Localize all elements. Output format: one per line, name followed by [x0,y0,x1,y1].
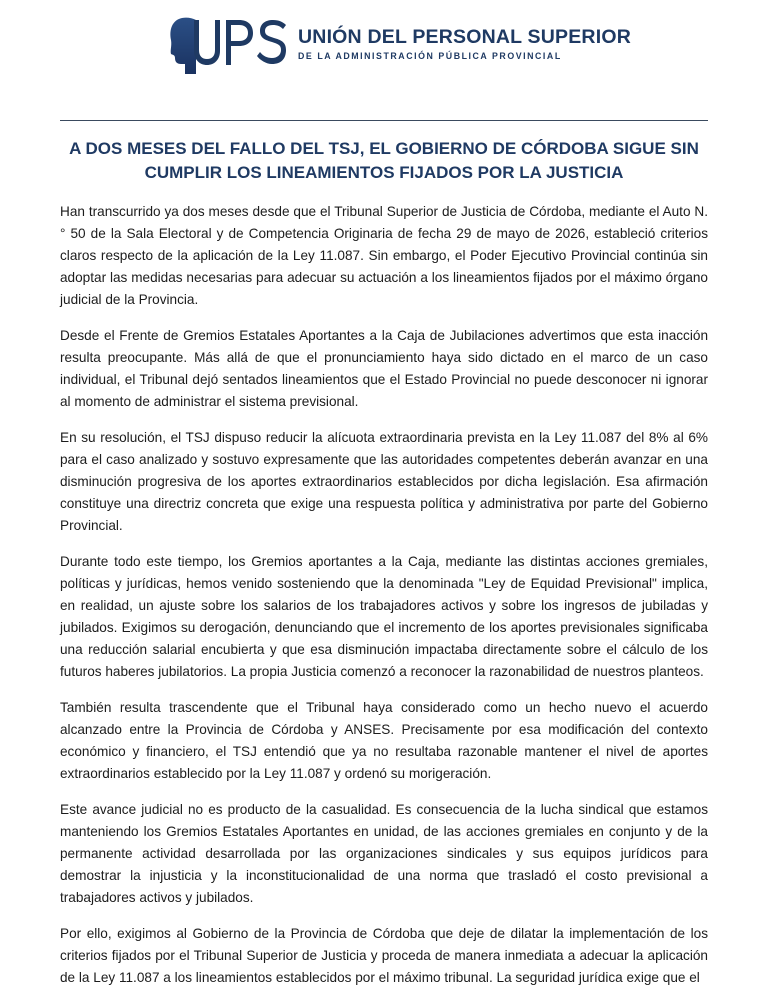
org-subtitle: DE LA ADMINISTRACIÓN PÚBLICA PROVINCIAL [298,51,562,61]
org-title-block [298,26,631,61]
ups-logo-icon [168,14,290,76]
org-name: UNIÓN DEL PERSONAL SUPERIOR [298,26,631,48]
document-body [60,201,708,1003]
header-divider [60,120,708,121]
document-title: A DOS MESES DEL FALLO DEL TSJ, EL GOBIERNO DE CÓRDOBA SIGUE SIN CUMPLIR LOS LINEAMIENTOS FIJADOS POR LA JUSTICIA [69,139,699,182]
paragraph: Desde el Frente de Gremios Estatales Aportantes a la Caja de Jubilaciones advertimos que esta inacción resulta preocupante. Más allá de que el pronunciamiento haya sido dictado en el marco de un caso individual, el Tribunal dejó sentados lineamientos que el Estado Provincial no puede desconocer ni ignorar al momento de administrar el sistema previsional. [60,328,708,409]
paragraph: Durante todo este tiempo, los Gremios aportantes a la Caja, mediante las distintas acciones gremiales, políticas y jurídicas, hemos venido sosteniendo que la denominada "Ley de Equidad Previsional" implica, en realidad, un ajuste sobre los salarios de los trabajadores activos y sobre los ingresos de jubiladas y jubilados. Exigimos su derogación, denunciando que el incremento de los aportes previsionales significaba una reducción salarial encubierta y que esa disminución impactaba directamente sobre el cálculo de los futuros haberes jubilatorios. La propia Justicia comenzó a reconocer la razonabilidad de nuestros planteos. [60,554,708,679]
paragraph: También resulta trascendente que el Tribunal haya considerado como un hecho nuevo el acuerdo alcanzado entre la Provincia de Córdoba y ANSES. Precisamente por esa modificación del contexto económico y financiero, el TSJ entendió que ya no resultaba razonable mantener el nivel de aportes extraordinarios establecido por la Ley 11.087 y ordenó su morigeración. [60,700,708,781]
paragraph: Por ello, exigimos al Gobierno de la Provincia de Córdoba que deje de dilatar la implementación de los criterios fijados por el Tribunal Superior de Justicia y proceda de manera inmediata a adecuar la aplicación de la Ley 11.087 a los lineamientos establecidos por el máximo tribunal. La seguridad jurídica exige que el [60,926,708,985]
paragraph: Han transcurrido ya dos meses desde que el Tribunal Superior de Justicia de Córdoba, mediante el Auto N.° 50 de la Sala Electoral y de Competencia Originaria de fecha 29 de mayo de 2026, estableció criterios claros respecto de la aplicación de la Ley 11.087. Sin embargo, el Poder Ejecutivo Provincial continúa sin adoptar las medidas necesarias para adecuar su actuación a los lineamientos fijados por el máximo órgano judicial de la Provincia. [60,204,708,307]
paragraph: Este avance judicial no es producto de la casualidad. Es consecuencia de la lucha sindical que estamos manteniendo los Gremios Estatales Aportantes en unidad, de las acciones gremiales en conjunto y de la permanente actividad desarrollada por las organizaciones sindicales y sus equipos jurídicos para demostrar la injusticia y la inconstitucionalidad de una norma que trasladó el costo previsional a trabajadores activos y jubilados. [60,802,708,905]
paragraph: En su resolución, el TSJ dispuso reducir la alícuota extraordinaria prevista en la Ley 11.087 del 8% al 6% para el caso analizado y sostuvo expresamente que las autoridades competentes deberán avanzar en una disminución progresiva de los aportes extraordinarios establecidos por dicha legislación. Esa afirmación constituye una directriz concreta que exige una respuesta política y administrativa por parte del Gobierno Provincial. [60,430,708,533]
letterhead [168,14,631,76]
